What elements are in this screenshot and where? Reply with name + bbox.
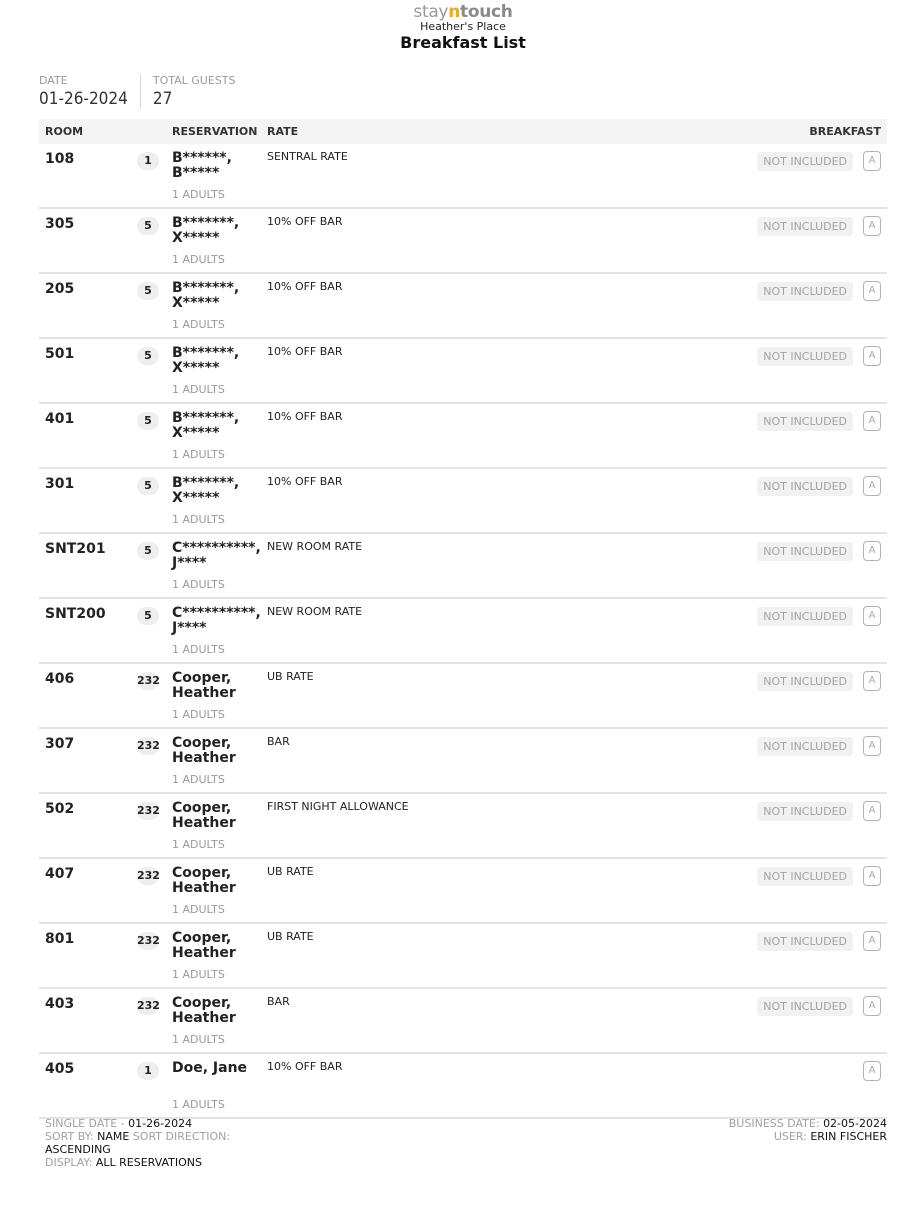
single-date-value: 01-26-2024 (128, 1117, 193, 1130)
rate-name: 10% OFF BAR (267, 475, 343, 488)
adults-count: 1 ADULTS (172, 903, 225, 916)
nights-badge: 232 (137, 867, 159, 885)
a-flag-icon: A (863, 346, 881, 366)
col-rate: RATE (267, 125, 299, 138)
nights-badge: 5 (137, 412, 159, 430)
adults-count: 1 ADULTS (172, 253, 225, 266)
nights-badge: 5 (137, 542, 159, 560)
table-body (39, 144, 887, 1119)
total-guests-value: 27 (152, 89, 173, 109)
logo-text-touch: touch (460, 2, 513, 22)
rate-name: SENTRAL RATE (267, 150, 348, 163)
a-flag-icon: A (863, 606, 881, 626)
table-row (39, 404, 887, 469)
table-row (39, 209, 887, 274)
nights-badge: 232 (137, 802, 159, 820)
guest-name: C**********, J**** (172, 540, 261, 571)
a-flag-icon: A (863, 996, 881, 1016)
breakfast-status-badge: NOT INCLUDED (757, 607, 853, 626)
breakfast-status-badge: NOT INCLUDED (757, 542, 853, 561)
logo-text-stay: stay (413, 2, 449, 22)
adults-count: 1 ADULTS (172, 1098, 225, 1111)
guest-name: Doe, Jane (172, 1060, 248, 1076)
guest-name: B*******, X***** (172, 215, 240, 246)
guest-name: B*******, X***** (172, 475, 240, 506)
col-breakfast: BREAKFAST (809, 125, 881, 138)
rate-name: UB RATE (267, 670, 314, 683)
a-flag-icon: A (863, 151, 881, 171)
business-date-label: BUSINESS DATE: (728, 1117, 824, 1130)
adults-count: 1 ADULTS (172, 318, 225, 331)
table-row (39, 989, 887, 1054)
room-number: 501 (45, 346, 75, 362)
table-row (39, 729, 887, 794)
guest-name: Cooper, Heather (172, 670, 236, 701)
breakfast-status-badge: NOT INCLUDED (757, 412, 853, 431)
nights-badge: 1 (137, 1062, 159, 1080)
adults-count: 1 ADULTS (172, 383, 225, 396)
property-name: Heather's Place (420, 20, 506, 33)
adults-count: 1 ADULTS (172, 708, 225, 721)
room-number: 801 (45, 931, 75, 947)
room-number: 301 (45, 476, 75, 492)
footer-business (729, 1117, 887, 1143)
rate-name: 10% OFF BAR (267, 1060, 343, 1073)
rate-name: 10% OFF BAR (267, 345, 343, 358)
rate-name: 10% OFF BAR (267, 280, 343, 293)
date-value: 01-26-2024 (39, 89, 128, 109)
breakfast-status-badge: NOT INCLUDED (757, 867, 853, 886)
breakfast-status-badge: NOT INCLUDED (757, 347, 853, 366)
user-label: USER: (773, 1130, 811, 1143)
a-flag-icon: A (863, 541, 881, 561)
display-label: DISPLAY: (45, 1156, 96, 1169)
table-row (39, 794, 887, 859)
rate-name: BAR (267, 995, 290, 1008)
adults-count: 1 ADULTS (172, 773, 225, 786)
total-guests-label: TOTAL GUESTS (152, 74, 236, 87)
nights-badge: 232 (137, 737, 159, 755)
adults-count: 1 ADULTS (172, 968, 225, 981)
table-row (39, 924, 887, 989)
guest-name: Cooper, Heather (172, 735, 236, 766)
a-flag-icon: A (863, 736, 881, 756)
nights-badge: 5 (137, 347, 159, 365)
room-number: 305 (45, 216, 75, 232)
room-number: SNT201 (45, 541, 106, 557)
footer-filters (45, 1117, 245, 1169)
sort-direction-value: ASCENDING (45, 1143, 111, 1156)
room-number: 405 (45, 1061, 75, 1077)
stayntouch-logo (0, 2, 920, 22)
breakfast-status-badge: NOT INCLUDED (757, 217, 853, 236)
room-number: 401 (45, 411, 75, 427)
a-flag-icon: A (863, 411, 881, 431)
report-title: Breakfast List (400, 33, 526, 52)
rate-name: 10% OFF BAR (267, 215, 343, 228)
table-header (39, 119, 887, 144)
user-value: ERIN FISCHER (810, 1130, 887, 1143)
table-row (39, 469, 887, 534)
guest-name: Cooper, Heather (172, 930, 236, 961)
a-flag-icon: A (863, 476, 881, 496)
room-number: 108 (45, 151, 75, 167)
sort-by-value: NAME (97, 1130, 130, 1143)
nights-badge: 5 (137, 217, 159, 235)
room-number: 407 (45, 866, 75, 882)
total-guests-block (140, 74, 248, 109)
adults-count: 1 ADULTS (172, 1033, 225, 1046)
breakfast-status-badge: NOT INCLUDED (757, 477, 853, 496)
breakfast-table (39, 119, 887, 1119)
display-value: ALL RESERVATIONS (95, 1156, 203, 1169)
nights-badge: 5 (137, 282, 159, 300)
table-row (39, 1054, 887, 1119)
room-number: 205 (45, 281, 75, 297)
guest-name: B******, B***** (172, 150, 232, 181)
table-row (39, 274, 887, 339)
room-number: 307 (45, 736, 75, 752)
nights-badge: 232 (137, 932, 159, 950)
col-reservation: RESERVATION (172, 125, 258, 138)
a-flag-icon: A (863, 1061, 881, 1081)
table-row (39, 534, 887, 599)
guest-name: B*******, X***** (172, 345, 240, 376)
guest-name: Cooper, Heather (172, 995, 236, 1026)
table-row (39, 339, 887, 404)
room-number: 406 (45, 671, 75, 687)
nights-badge: 5 (137, 477, 159, 495)
table-row (39, 859, 887, 924)
adults-count: 1 ADULTS (172, 838, 225, 851)
a-flag-icon: A (863, 866, 881, 886)
guest-name: B*******, X***** (172, 410, 240, 441)
single-date-label: SINGLE DATE - (45, 1117, 129, 1130)
room-number: 403 (45, 996, 75, 1012)
report-meta (39, 74, 247, 109)
date-block (39, 74, 140, 109)
room-number: 502 (45, 801, 75, 817)
table-row (39, 144, 887, 209)
adults-count: 1 ADULTS (172, 448, 225, 461)
col-room: ROOM (45, 125, 84, 138)
table-row (39, 599, 887, 664)
rate-name: UB RATE (267, 930, 314, 943)
business-date-value: 02-05-2024 (823, 1117, 887, 1130)
sort-direction-label: SORT DIRECTION: (129, 1130, 231, 1143)
breakfast-status-badge: NOT INCLUDED (757, 802, 853, 821)
breakfast-status-badge: NOT INCLUDED (757, 152, 853, 171)
guest-name: Cooper, Heather (172, 865, 236, 896)
nights-badge: 232 (137, 672, 159, 690)
logo-text-n: n (448, 2, 461, 22)
sort-by-label: SORT BY: (45, 1130, 98, 1143)
rate-name: NEW ROOM RATE (267, 540, 363, 553)
nights-badge: 1 (137, 152, 159, 170)
a-flag-icon: A (863, 931, 881, 951)
rate-name: UB RATE (267, 865, 314, 878)
guest-name: C**********, J**** (172, 605, 261, 636)
nights-badge: 5 (137, 607, 159, 625)
adults-count: 1 ADULTS (172, 578, 225, 591)
nights-badge: 232 (137, 997, 159, 1015)
breakfast-status-badge: NOT INCLUDED (757, 282, 853, 301)
breakfast-status-badge: NOT INCLUDED (757, 932, 853, 951)
table-row (39, 664, 887, 729)
a-flag-icon: A (863, 801, 881, 821)
room-number: SNT200 (45, 606, 106, 622)
rate-name: FIRST NIGHT ALLOWANCE (267, 800, 409, 813)
adults-count: 1 ADULTS (172, 643, 225, 656)
breakfast-status-badge: NOT INCLUDED (757, 672, 853, 691)
adults-count: 1 ADULTS (172, 513, 225, 526)
rate-name: BAR (267, 735, 290, 748)
a-flag-icon: A (863, 216, 881, 236)
a-flag-icon: A (863, 671, 881, 691)
adults-count: 1 ADULTS (172, 188, 225, 201)
a-flag-icon: A (863, 281, 881, 301)
rate-name: NEW ROOM RATE (267, 605, 363, 618)
date-label: DATE (39, 74, 68, 87)
rate-name: 10% OFF BAR (267, 410, 343, 423)
guest-name: Cooper, Heather (172, 800, 236, 831)
guest-name: B*******, X***** (172, 280, 240, 311)
breakfast-status-badge: NOT INCLUDED (757, 997, 853, 1016)
breakfast-status-badge: NOT INCLUDED (757, 737, 853, 756)
